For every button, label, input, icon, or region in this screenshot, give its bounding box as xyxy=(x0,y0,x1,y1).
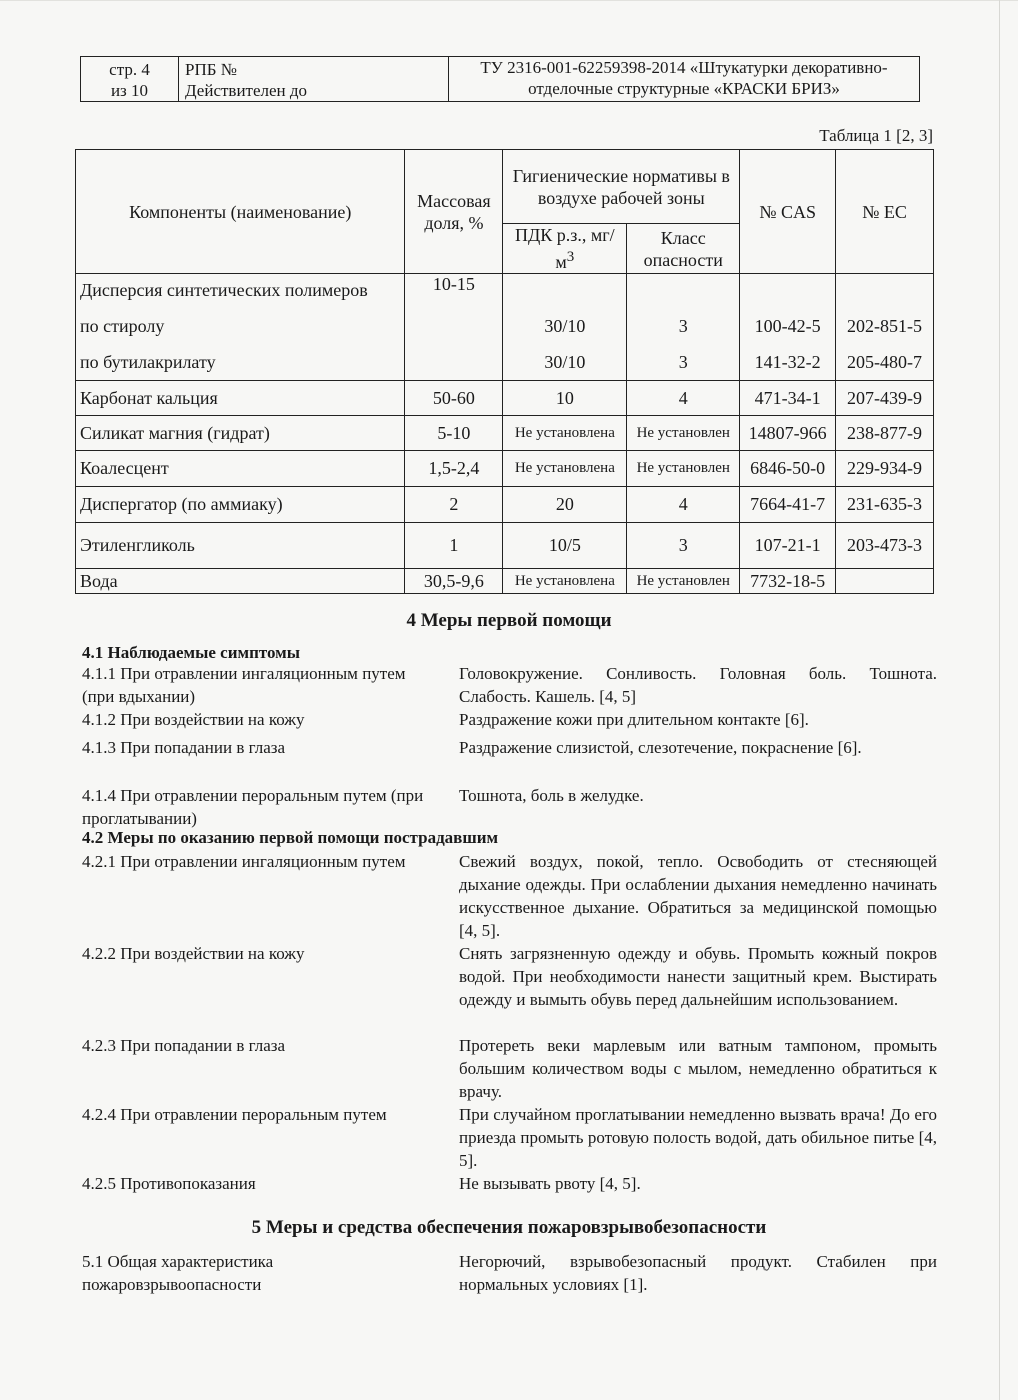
rpb-number: РПБ № xyxy=(185,60,237,79)
rpb-cell xyxy=(179,57,449,101)
header-hygiene: Гигиенические нормативы в воздухе рабочей зоны xyxy=(503,150,740,224)
cell-ec: 238-877-9 xyxy=(836,416,934,451)
cell-ec: 205-480-7 xyxy=(836,345,934,381)
item-text: Раздражение слизистой, слезотечение, покраснение [6]. xyxy=(459,738,862,757)
item-label: 4.1.4 При отравлении пероральным путем (при проглатывании) xyxy=(82,786,424,828)
cell-name: Этиленгликоль xyxy=(76,523,405,569)
cell-name: Силикат магния (гидрат) xyxy=(76,416,405,451)
subsection-4-1-title: 4.1 Наблюдаемые симптомы xyxy=(82,643,301,662)
cell-name: Карбонат кальция xyxy=(76,381,405,416)
cell-name: Дисперсия синтетических полимеров xyxy=(76,274,405,308)
item-text: Свежий воздух, покой, тепло. Освободить от стесняющей дыхание одежды. При ослаблении дыхания немедленно начинать искусственное дыхание. Обратиться за медицинской помощью [4, 5]. xyxy=(459,852,937,940)
section-5-title: 5 Меры и средства обеспечения пожаровзрывобезопасности xyxy=(251,1217,767,1238)
subsection-4-2-title: 4.2 Меры по оказанию первой помощи пострадавшим xyxy=(82,828,499,847)
header-pdk-sup: 3 xyxy=(566,249,575,265)
cell-cas: 100-42-5 xyxy=(740,308,836,345)
table-row xyxy=(76,345,934,381)
cell-ec xyxy=(836,569,934,594)
scan-edge-top xyxy=(0,0,1018,1)
header-pdk-text: ПДК р.з., мг/м xyxy=(515,225,615,272)
cell-class: Не установлен xyxy=(627,416,740,451)
item-label: 4.1.2 При воздействии на кожу xyxy=(82,710,305,729)
table-row xyxy=(76,274,934,308)
header-component: Компоненты (наименование) xyxy=(76,150,405,274)
cell-mass: 50-60 xyxy=(405,381,503,416)
cell-cas: 6846-50-0 xyxy=(740,451,836,487)
cell-pdk: Не установлена xyxy=(503,416,627,451)
cell-class: 4 xyxy=(627,487,740,523)
list-item xyxy=(82,1034,937,1103)
cell-cas: 7732-18-5 xyxy=(740,569,836,594)
list-item xyxy=(82,784,937,830)
cell-mass: 10-15 xyxy=(405,274,503,308)
cell-name: Вода xyxy=(76,569,405,594)
cell-ec: 207-439-9 xyxy=(836,381,934,416)
cell-mass: 1 xyxy=(405,523,503,569)
cell-mass xyxy=(405,308,503,345)
section-4-title: 4 Меры первой помощи xyxy=(406,610,612,631)
cell-class: Не установлен xyxy=(627,569,740,594)
cell-name: Диспергатор (по аммиаку) xyxy=(76,487,405,523)
table-row xyxy=(76,308,934,345)
item-text: Головокружение. Сонливость. Головная боль. Тошнота. Слабость. Кашель. [4, 5] xyxy=(459,664,937,706)
spec-line-2: отделочные структурные «КРАСКИ БРИЗ» xyxy=(528,79,840,98)
cell-ec: 202-851-5 xyxy=(836,308,934,345)
cell-class xyxy=(627,274,740,308)
table-row xyxy=(76,451,934,487)
cell-mass: 2 xyxy=(405,487,503,523)
cell-cas: 14807-966 xyxy=(740,416,836,451)
table-row xyxy=(76,381,934,416)
cell-ec: 229-934-9 xyxy=(836,451,934,487)
cell-pdk: Не установлена xyxy=(503,451,627,487)
table-row xyxy=(76,416,934,451)
cell-mass: 30,5-9,6 xyxy=(405,569,503,594)
cell-pdk: Не установлена xyxy=(503,569,627,594)
header-mass: Массовая доля, % xyxy=(405,150,503,274)
item-label: 4.2.5 Противопоказания xyxy=(82,1174,256,1193)
cell-cas: 107-21-1 xyxy=(740,523,836,569)
item-label: 5.1 Общая характеристика пожаровзрывоопасности xyxy=(82,1252,274,1294)
cell-ec: 203-473-3 xyxy=(836,523,934,569)
list-item xyxy=(82,1172,937,1197)
page-total: из 10 xyxy=(110,81,149,100)
cell-name: по стиролу xyxy=(76,308,405,345)
list-item xyxy=(82,1250,937,1296)
table-header-row xyxy=(76,150,934,224)
cell-class: Не установлен xyxy=(627,451,740,487)
list-item xyxy=(82,850,937,942)
cell-ec: 231-635-3 xyxy=(836,487,934,523)
item-label: 4.2.1 При отравлении ингаляционным путем xyxy=(82,852,406,871)
cell-class: 3 xyxy=(627,523,740,569)
list-item xyxy=(82,1103,937,1172)
table-row xyxy=(76,487,934,523)
cell-name: по бутилакрилату xyxy=(76,345,405,381)
cell-cas: 141-32-2 xyxy=(740,345,836,381)
item-label: 4.1.3 При попадании в глаза xyxy=(82,738,286,757)
spec-cell xyxy=(449,57,919,101)
table-row xyxy=(76,569,934,594)
document-header xyxy=(80,56,920,102)
header-cas: № CAS xyxy=(740,150,836,274)
cell-mass: 5-10 xyxy=(405,416,503,451)
cell-pdk: 20 xyxy=(503,487,627,523)
cell-cas xyxy=(740,274,836,308)
cell-cas: 7664-41-7 xyxy=(740,487,836,523)
list-item xyxy=(82,708,937,733)
header-pdk xyxy=(503,224,627,274)
item-text: Тошнота, боль в желудке. xyxy=(459,786,644,805)
page-number-cell xyxy=(81,57,179,101)
header-ec: № EC xyxy=(836,150,934,274)
item-text: Не вызывать рвоту [4, 5]. xyxy=(459,1174,641,1193)
cell-class: 4 xyxy=(627,381,740,416)
cell-class: 3 xyxy=(627,308,740,345)
cell-mass xyxy=(405,345,503,381)
list-item xyxy=(82,942,937,1034)
page-number: стр. 4 xyxy=(109,60,150,79)
list-item xyxy=(82,662,937,708)
table-caption: Таблица 1 [2, 3] xyxy=(819,126,933,145)
list-item xyxy=(82,736,937,782)
item-text: Негорючий, взрывобезопасный продукт. Стабилен при нормальных условиях [1]. xyxy=(459,1252,937,1294)
item-text: Протереть веки марлевым или ватным тампоном, промыть большим количеством воды с мылом, немедленно обратиться к врачу. xyxy=(459,1036,937,1101)
components-table xyxy=(75,149,934,594)
cell-name: Коалесцент xyxy=(76,451,405,487)
cell-class: 3 xyxy=(627,345,740,381)
item-label: 4.2.2 При воздействии на кожу xyxy=(82,944,305,963)
item-label: 4.2.3 При попадании в глаза xyxy=(82,1036,286,1055)
cell-mass: 1,5-2,4 xyxy=(405,451,503,487)
cell-pdk: 10 xyxy=(503,381,627,416)
spec-line-1: ТУ 2316-001-62259398-2014 «Штукатурки декоративно- xyxy=(480,58,888,77)
cell-cas: 471-34-1 xyxy=(740,381,836,416)
cell-pdk: 30/10 xyxy=(503,345,627,381)
valid-until: Действителен до xyxy=(185,81,308,100)
item-text: Снять загрязненную одежду и обувь. Промыть кожный покров водой. При необходимости нанести защитный крем. Выстирать одежду и вымыть обувь перед дальнейшим использованием. xyxy=(459,944,937,1009)
item-text: При случайном проглатывании немедленно вызвать врача! До его приезда промыть ротовую полость водой, дать обильное питье [4, 5]. xyxy=(459,1105,937,1170)
cell-ec xyxy=(836,274,934,308)
item-text: Раздражение кожи при длительном контакте [6]. xyxy=(459,710,809,729)
item-label: 4.1.1 При отравлении ингаляционным путем (при вдыхании) xyxy=(82,664,406,706)
cell-pdk xyxy=(503,274,627,308)
cell-pdk: 10/5 xyxy=(503,523,627,569)
cell-pdk: 30/10 xyxy=(503,308,627,345)
scan-edge-right xyxy=(999,0,1000,1400)
header-hazard: Класс опасности xyxy=(627,224,740,274)
table-row xyxy=(76,523,934,569)
item-label: 4.2.4 При отравлении пероральным путем xyxy=(82,1105,387,1124)
